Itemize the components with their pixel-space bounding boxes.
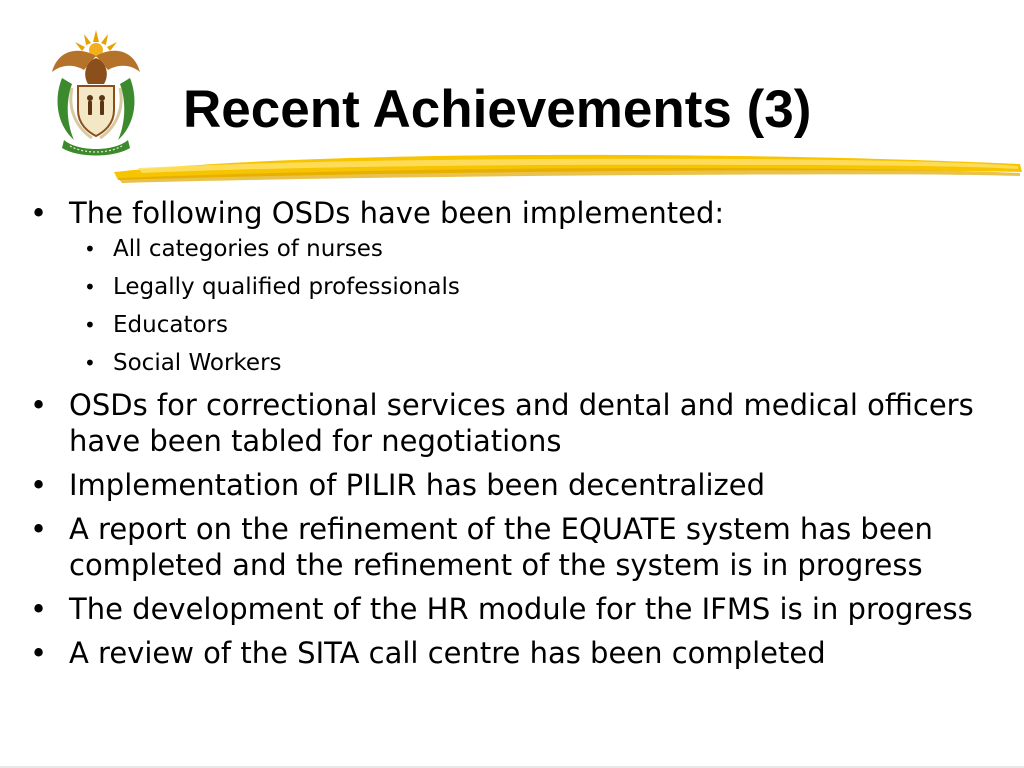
bullet-text: The development of the HR module for the IFMS is in progress	[69, 592, 973, 626]
bullet-icon: •	[84, 237, 96, 261]
coat-of-arms-icon	[48, 28, 144, 158]
bullet-icon: •	[30, 592, 48, 626]
sub-bullet-text: Educators	[113, 312, 228, 338]
sub-bullet-text: Legally qualified professionals	[113, 274, 460, 300]
list-item	[0, 387, 1024, 459]
bullet-list	[0, 195, 1024, 671]
sub-list-item	[68, 271, 1004, 303]
bullet-text: A report on the refinement of the EQUATE system has been completed and the refinement of the system is in progress	[69, 512, 933, 582]
bullet-icon: •	[30, 636, 48, 670]
list-item	[0, 635, 1024, 671]
list-item	[0, 467, 1024, 503]
bullet-icon: •	[30, 468, 48, 502]
slide-title: Recent Achievements (3)	[183, 80, 812, 139]
bullet-text: Implementation of PILIR has been decentralized	[69, 468, 766, 502]
bullet-text: A review of the SITA call centre has been completed	[69, 636, 826, 670]
list-item	[0, 511, 1024, 583]
yellow-brush-stroke-icon	[108, 146, 1024, 186]
list-item	[0, 591, 1024, 627]
sub-list-item	[68, 233, 1004, 265]
bullet-text: OSDs for correctional services and dental and medical officers have been tabled for negotiations	[69, 388, 974, 458]
sub-list-item	[68, 347, 1004, 379]
bullet-icon: •	[84, 313, 96, 337]
list-item	[0, 195, 1024, 379]
bullet-icon: •	[30, 196, 48, 230]
bullet-icon: •	[84, 351, 96, 375]
bullet-text: The following OSDs have been implemented:	[69, 196, 725, 230]
slide-body	[0, 195, 1024, 679]
sub-bullet-text: Social Workers	[113, 350, 282, 376]
sub-bullet-text: All categories of nurses	[113, 236, 383, 262]
bullet-icon: •	[30, 388, 48, 422]
bullet-icon: •	[30, 512, 48, 546]
sub-bullet-list	[69, 233, 1004, 379]
bullet-icon: •	[84, 275, 96, 299]
sub-list-item	[68, 309, 1004, 341]
